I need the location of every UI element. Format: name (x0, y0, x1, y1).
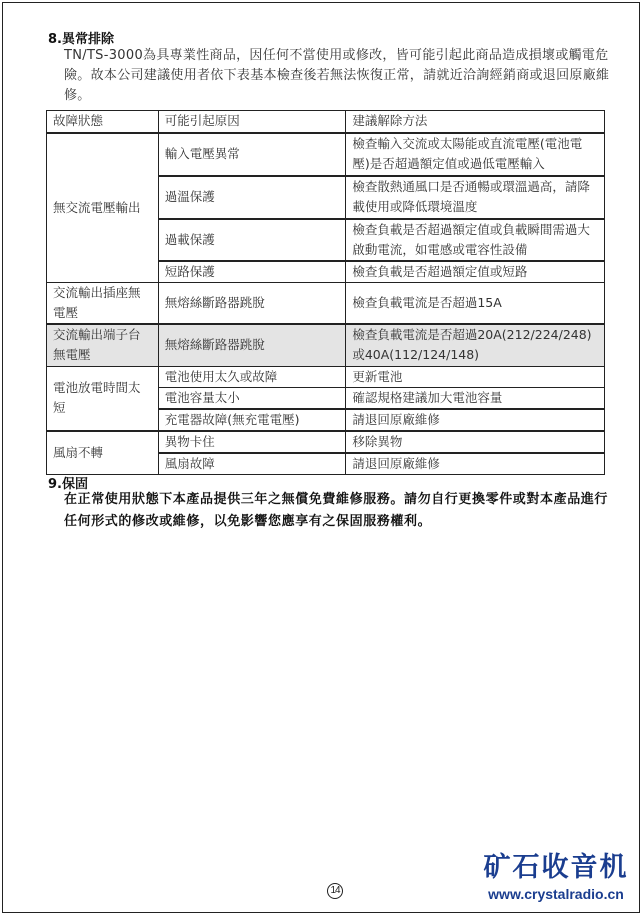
cause-cell: 電池容量太小 (158, 387, 346, 409)
table-header-row (47, 111, 605, 133)
cause-cell: 無熔絲斷路器跳脫 (158, 324, 346, 366)
status-cell: 交流輸出端子台無電壓 (47, 324, 159, 366)
table-row (47, 431, 605, 453)
cause-cell: 電池使用太久或故障 (158, 366, 346, 387)
cause-cell: 異物卡住 (158, 431, 346, 453)
cause-cell: 充電器故障(無充電電壓) (158, 409, 346, 431)
solution-cell: 確認規格建議加大電池容量 (346, 387, 605, 409)
table-row (47, 133, 605, 176)
cause-cell: 風扇故障 (158, 453, 346, 475)
table-row (47, 324, 605, 366)
solution-cell: 更新電池 (346, 366, 605, 387)
cause-cell: 無熔絲斷路器跳脫 (158, 283, 346, 325)
table-row (47, 366, 605, 387)
troubleshooting-table (46, 110, 605, 475)
solution-cell: 檢查負載是否超過額定值或短路 (346, 261, 605, 283)
solution-cell: 請退回原廠維修 (346, 453, 605, 475)
solution-cell: 檢查負載電流是否超過15A (346, 283, 605, 325)
crystalradio-logo (476, 852, 636, 910)
table-row (47, 283, 605, 325)
header-cause: 可能引起原因 (158, 111, 346, 133)
section-8-paragraph: TN/TS-3000為具專業性商品，因任何不當使用或修改，皆可能引起此商品造成損壞或觸電危險。故本公司建議使用者依下表基本檢查後若無法恢復正常，請就近洽詢經銷商或退回原廠維修。 (64, 48, 610, 103)
header-solution: 建議解除方法 (346, 111, 605, 133)
solution-cell: 請退回原廠維修 (346, 409, 605, 431)
solution-cell: 檢查負載是否超過額定值或負載瞬間需過大啟動電流，如電感或電容性設備 (346, 219, 605, 261)
solution-cell: 移除異物 (346, 431, 605, 453)
section-8-title: 8.異常排除 (48, 32, 114, 47)
cause-cell: 過溫保護 (158, 176, 346, 219)
header-status: 故障狀態 (47, 111, 159, 133)
logo-text: 矿石收音机 (483, 852, 629, 883)
section-9-title: 9.保固 (48, 477, 88, 492)
cause-cell: 短路保護 (158, 261, 346, 283)
status-cell: 風扇不轉 (47, 431, 159, 475)
status-cell: 交流輸出插座無電壓 (47, 283, 159, 325)
section-9-paragraph: 在正常使用狀態下本產品提供三年之無償免費維修服務。請勿自行更換零件或對本產品進行任何形式的修改或維修，以免影響您應享有之保固服務權利。 (64, 492, 609, 529)
solution-cell: 檢查負載電流是否超過20A(212/224/248)或40A(112/124/148) (346, 324, 605, 366)
cause-cell: 輸入電壓異常 (158, 133, 346, 176)
status-cell: 電池放電時間太短 (47, 366, 159, 431)
solution-cell: 檢查輸入交流或太陽能或直流電壓(電池電壓)是否超過額定值或過低電壓輸入 (346, 133, 605, 176)
solution-cell: 檢查散熱通風口是否通暢或環溫過高，請降載使用或降低環境溫度 (346, 176, 605, 219)
status-cell: 無交流電壓輸出 (47, 133, 159, 283)
page-number: 14 (327, 883, 343, 899)
cause-cell: 過載保護 (158, 219, 346, 261)
logo-url: www.crystalradio.cn (488, 886, 624, 902)
